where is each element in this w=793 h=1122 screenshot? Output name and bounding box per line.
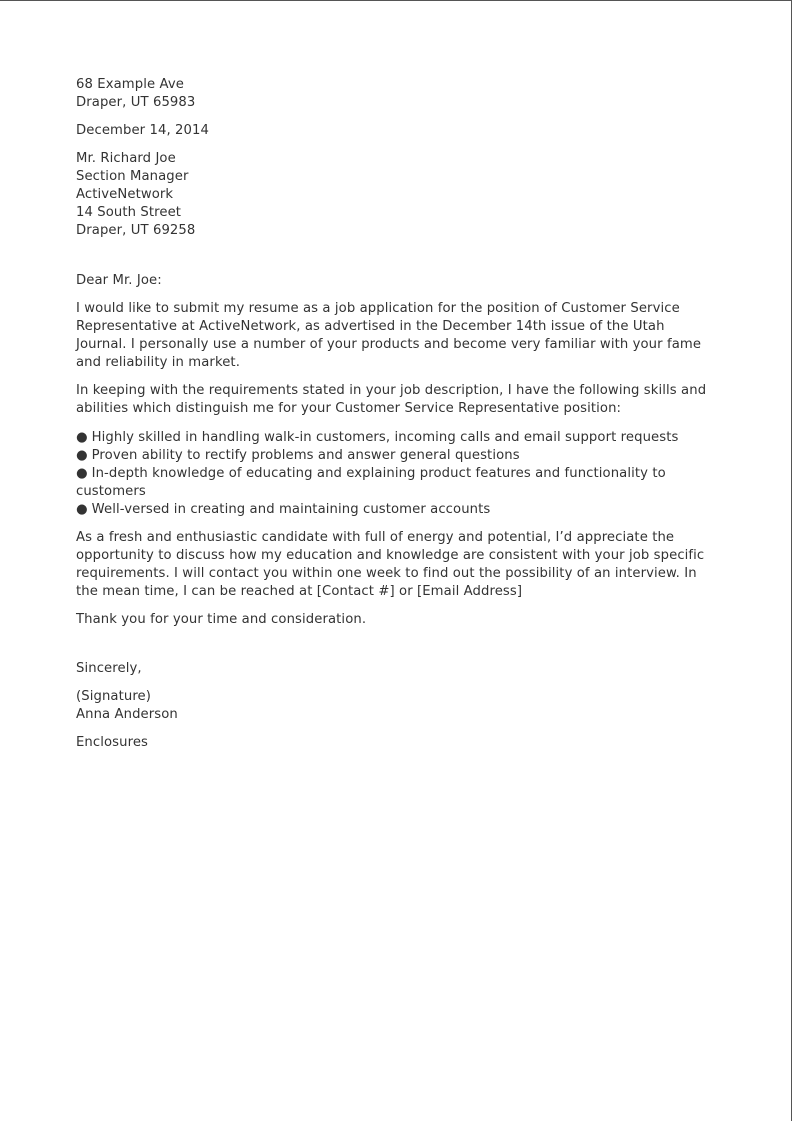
list-item (76, 501, 716, 519)
letter-body (76, 76, 716, 752)
recipient-title: Section Manager (76, 169, 189, 184)
signer-name: Anna Anderson (76, 707, 178, 722)
list-item-text: Well-versed in creating and maintaining customer accounts (91, 502, 491, 517)
recipient-street: 14 South Street (76, 205, 182, 220)
sender-address (76, 76, 716, 112)
sender-street: 68 Example Ave (76, 77, 184, 92)
closing-text: Sincerely, (76, 661, 142, 676)
recipient-address (76, 150, 716, 240)
paragraph-line: Journal. I personally use a number of your products and become very familiar with your fame (76, 337, 702, 352)
bullet-icon: ● (76, 430, 88, 445)
paragraph-line: As a fresh and enthusiastic candidate with full of energy and potential, I’d appreciate the (76, 530, 675, 545)
signature-block (76, 688, 716, 724)
paragraph-3 (76, 529, 716, 601)
list-item (76, 429, 716, 447)
list-item-text: Proven ability to rectify problems and answer general questions (91, 448, 520, 463)
list-item-text: In-depth knowledge of educating and explaining product features and functionality to (91, 466, 666, 481)
paragraph-line: I would like to submit my resume as a job application for the position of Customer Service (76, 301, 680, 316)
recipient-city-line: Draper, UT 69258 (76, 223, 196, 238)
thanks-line (76, 611, 716, 629)
thanks-text: Thank you for your time and consideration. (76, 612, 367, 627)
list-item-continuation: customers (76, 484, 146, 499)
enclosures (76, 734, 716, 752)
paragraph-2 (76, 382, 716, 418)
paragraph-line: opportunity to discuss how my education and knowledge are consistent with your job specific (76, 548, 705, 563)
bullet-icon: ● (76, 448, 88, 463)
list-item-text: Highly skilled in handling walk-in customers, incoming calls and email support requests (91, 430, 679, 445)
bullet-icon: ● (76, 502, 88, 517)
recipient-company: ActiveNetwork (76, 187, 174, 202)
salutation (76, 272, 716, 290)
bullet-icon: ● (76, 466, 88, 481)
paragraph-line: requirements. I will contact you within one week to find out the possibility of an interview. In (76, 566, 697, 581)
paragraph-line: and reliability in market. (76, 355, 240, 370)
paragraph-line: Representative at ActiveNetwork, as advertised in the December 14th issue of the Utah (76, 319, 665, 334)
paragraph-line: abilities which distinguish me for your Customer Service Representative position: (76, 401, 622, 416)
skills-list (76, 429, 716, 519)
salutation-text: Dear Mr. Joe: (76, 273, 162, 288)
signature-placeholder: (Signature) (76, 689, 152, 704)
closing (76, 660, 716, 678)
letter-date (76, 122, 716, 140)
list-item (76, 465, 716, 483)
enclosures-text: Enclosures (76, 735, 149, 750)
paragraph-line: the mean time, I can be reached at [Contact #] or [Email Address] (76, 584, 523, 599)
list-item (76, 447, 716, 465)
sender-city-line: Draper, UT 65983 (76, 95, 196, 110)
date-text: December 14, 2014 (76, 123, 210, 138)
paragraph-1 (76, 300, 716, 372)
recipient-name: Mr. Richard Joe (76, 151, 176, 166)
paragraph-line: In keeping with the requirements stated in your job description, I have the following skills and (76, 383, 707, 398)
